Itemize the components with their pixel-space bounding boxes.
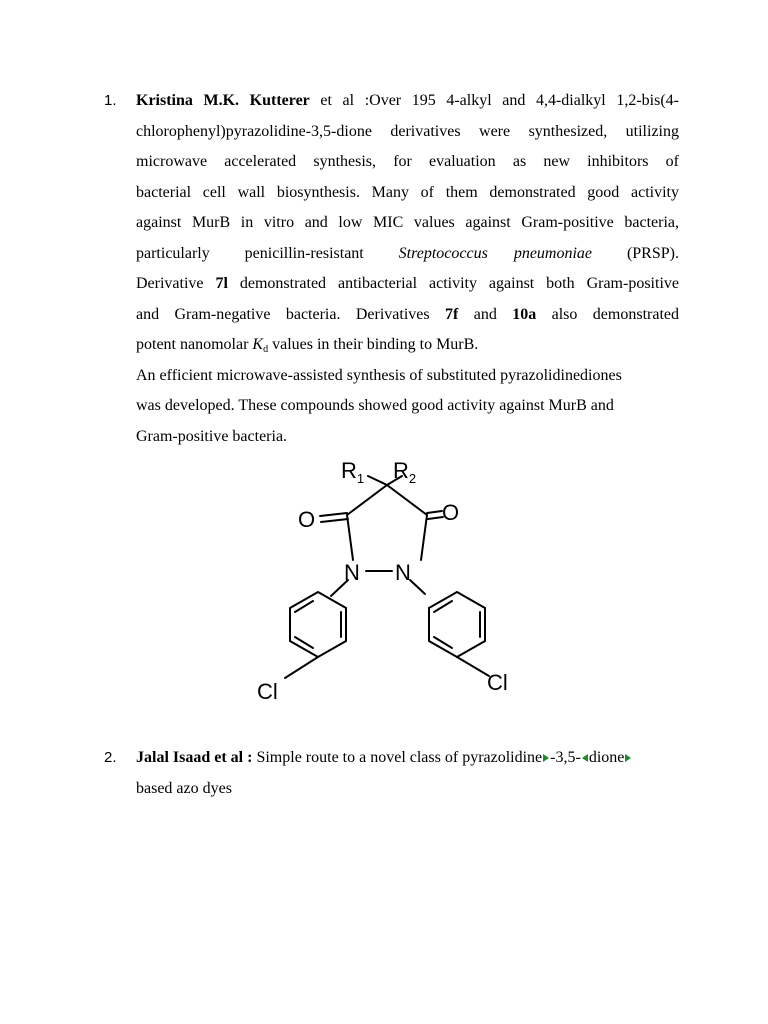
chlorine-label: Cl <box>257 679 278 704</box>
text-line: Derivative 7l demonstrated antibacterial activity against both Gram-positive <box>136 275 679 292</box>
benzene-ring-left <box>290 592 346 657</box>
c-cl-bond <box>457 657 489 676</box>
list-number: 1. <box>104 92 117 109</box>
entry-text <box>136 743 679 804</box>
species-name: pneumoniae <box>513 244 593 262</box>
carbonyl-bond <box>321 519 348 522</box>
entry-text <box>136 86 679 452</box>
text-line: was developed. These compounds showed good activity against MurB and <box>136 397 614 414</box>
text-line: Jalal Isaad et al : Simple route to a novel class of pyrazolidine -3,5- dione <box>136 743 679 774</box>
author-name: Kristina M.K. Kutterer <box>136 92 310 109</box>
nitrogen-label: N <box>395 560 411 585</box>
list-number: 2. <box>104 749 117 766</box>
compound-id: 7f <box>445 305 459 323</box>
species-name: Streptococcus <box>398 244 488 262</box>
text-line: Gram-positive bacteria. <box>136 427 288 445</box>
text-line: An efficient microwave-assisted synthesis of substituted pyrazolidinediones <box>136 366 622 384</box>
text-line: potent nanomolar $K_d$ values in their binding to MurB. <box>136 336 479 355</box>
r1-label: $R_1$ <box>341 458 365 486</box>
text-line: chlorophenyl)pyrazolidine-3,5-dione derivatives were synthesized, utilizing <box>136 122 679 140</box>
pyrazolidinedione-structure <box>250 450 530 710</box>
nitrogen-label: N <box>344 560 360 585</box>
oxygen-label: O <box>442 500 460 525</box>
ring-bond <box>347 485 387 515</box>
text-line: against MurB in vitro and low MIC values against Gram-positive bacteria, <box>136 214 679 231</box>
text-line: particularly penicillin-resistant Streptococcus pneumoniae (PRSP). <box>136 239 679 270</box>
chlorine-label: Cl <box>487 670 508 695</box>
revision-mark-icon <box>543 754 549 762</box>
carbonyl-bond <box>428 517 443 519</box>
text-line: microwave accelerated synthesis, for evaluation as new inhibitors of <box>136 153 679 170</box>
benzene-ring-right <box>429 592 485 657</box>
n-aryl-bond <box>410 580 425 594</box>
oxygen-label: O <box>298 507 316 532</box>
r1-bond <box>368 476 387 485</box>
ring-bond <box>421 515 427 560</box>
author-name: Jalal Isaad et al : <box>136 749 253 766</box>
compound-id: 7l <box>215 275 228 292</box>
revision-mark-icon <box>625 754 631 762</box>
text-line: bacterial cell wall biosynthesis. Many of them demonstrated good activity <box>136 183 679 201</box>
ring-bond <box>387 485 427 515</box>
text-line: and Gram-negative bacteria. Derivatives 7f and 10a also demonstrated <box>136 305 679 323</box>
c-cl-bond <box>285 657 318 678</box>
ring-bond <box>347 515 353 560</box>
compound-id: 10a <box>512 305 537 323</box>
carbonyl-bond <box>427 511 442 513</box>
text-line: based azo dyes <box>136 779 232 797</box>
revision-mark-icon <box>582 754 588 762</box>
carbonyl-bond <box>320 513 347 516</box>
text-line: Kristina M.K. Kutterer et al :Over 195 4-alkyl and 4,4-dialkyl 1,2-bis(4- <box>136 92 679 109</box>
r2-label: $R_2$ <box>393 458 417 486</box>
